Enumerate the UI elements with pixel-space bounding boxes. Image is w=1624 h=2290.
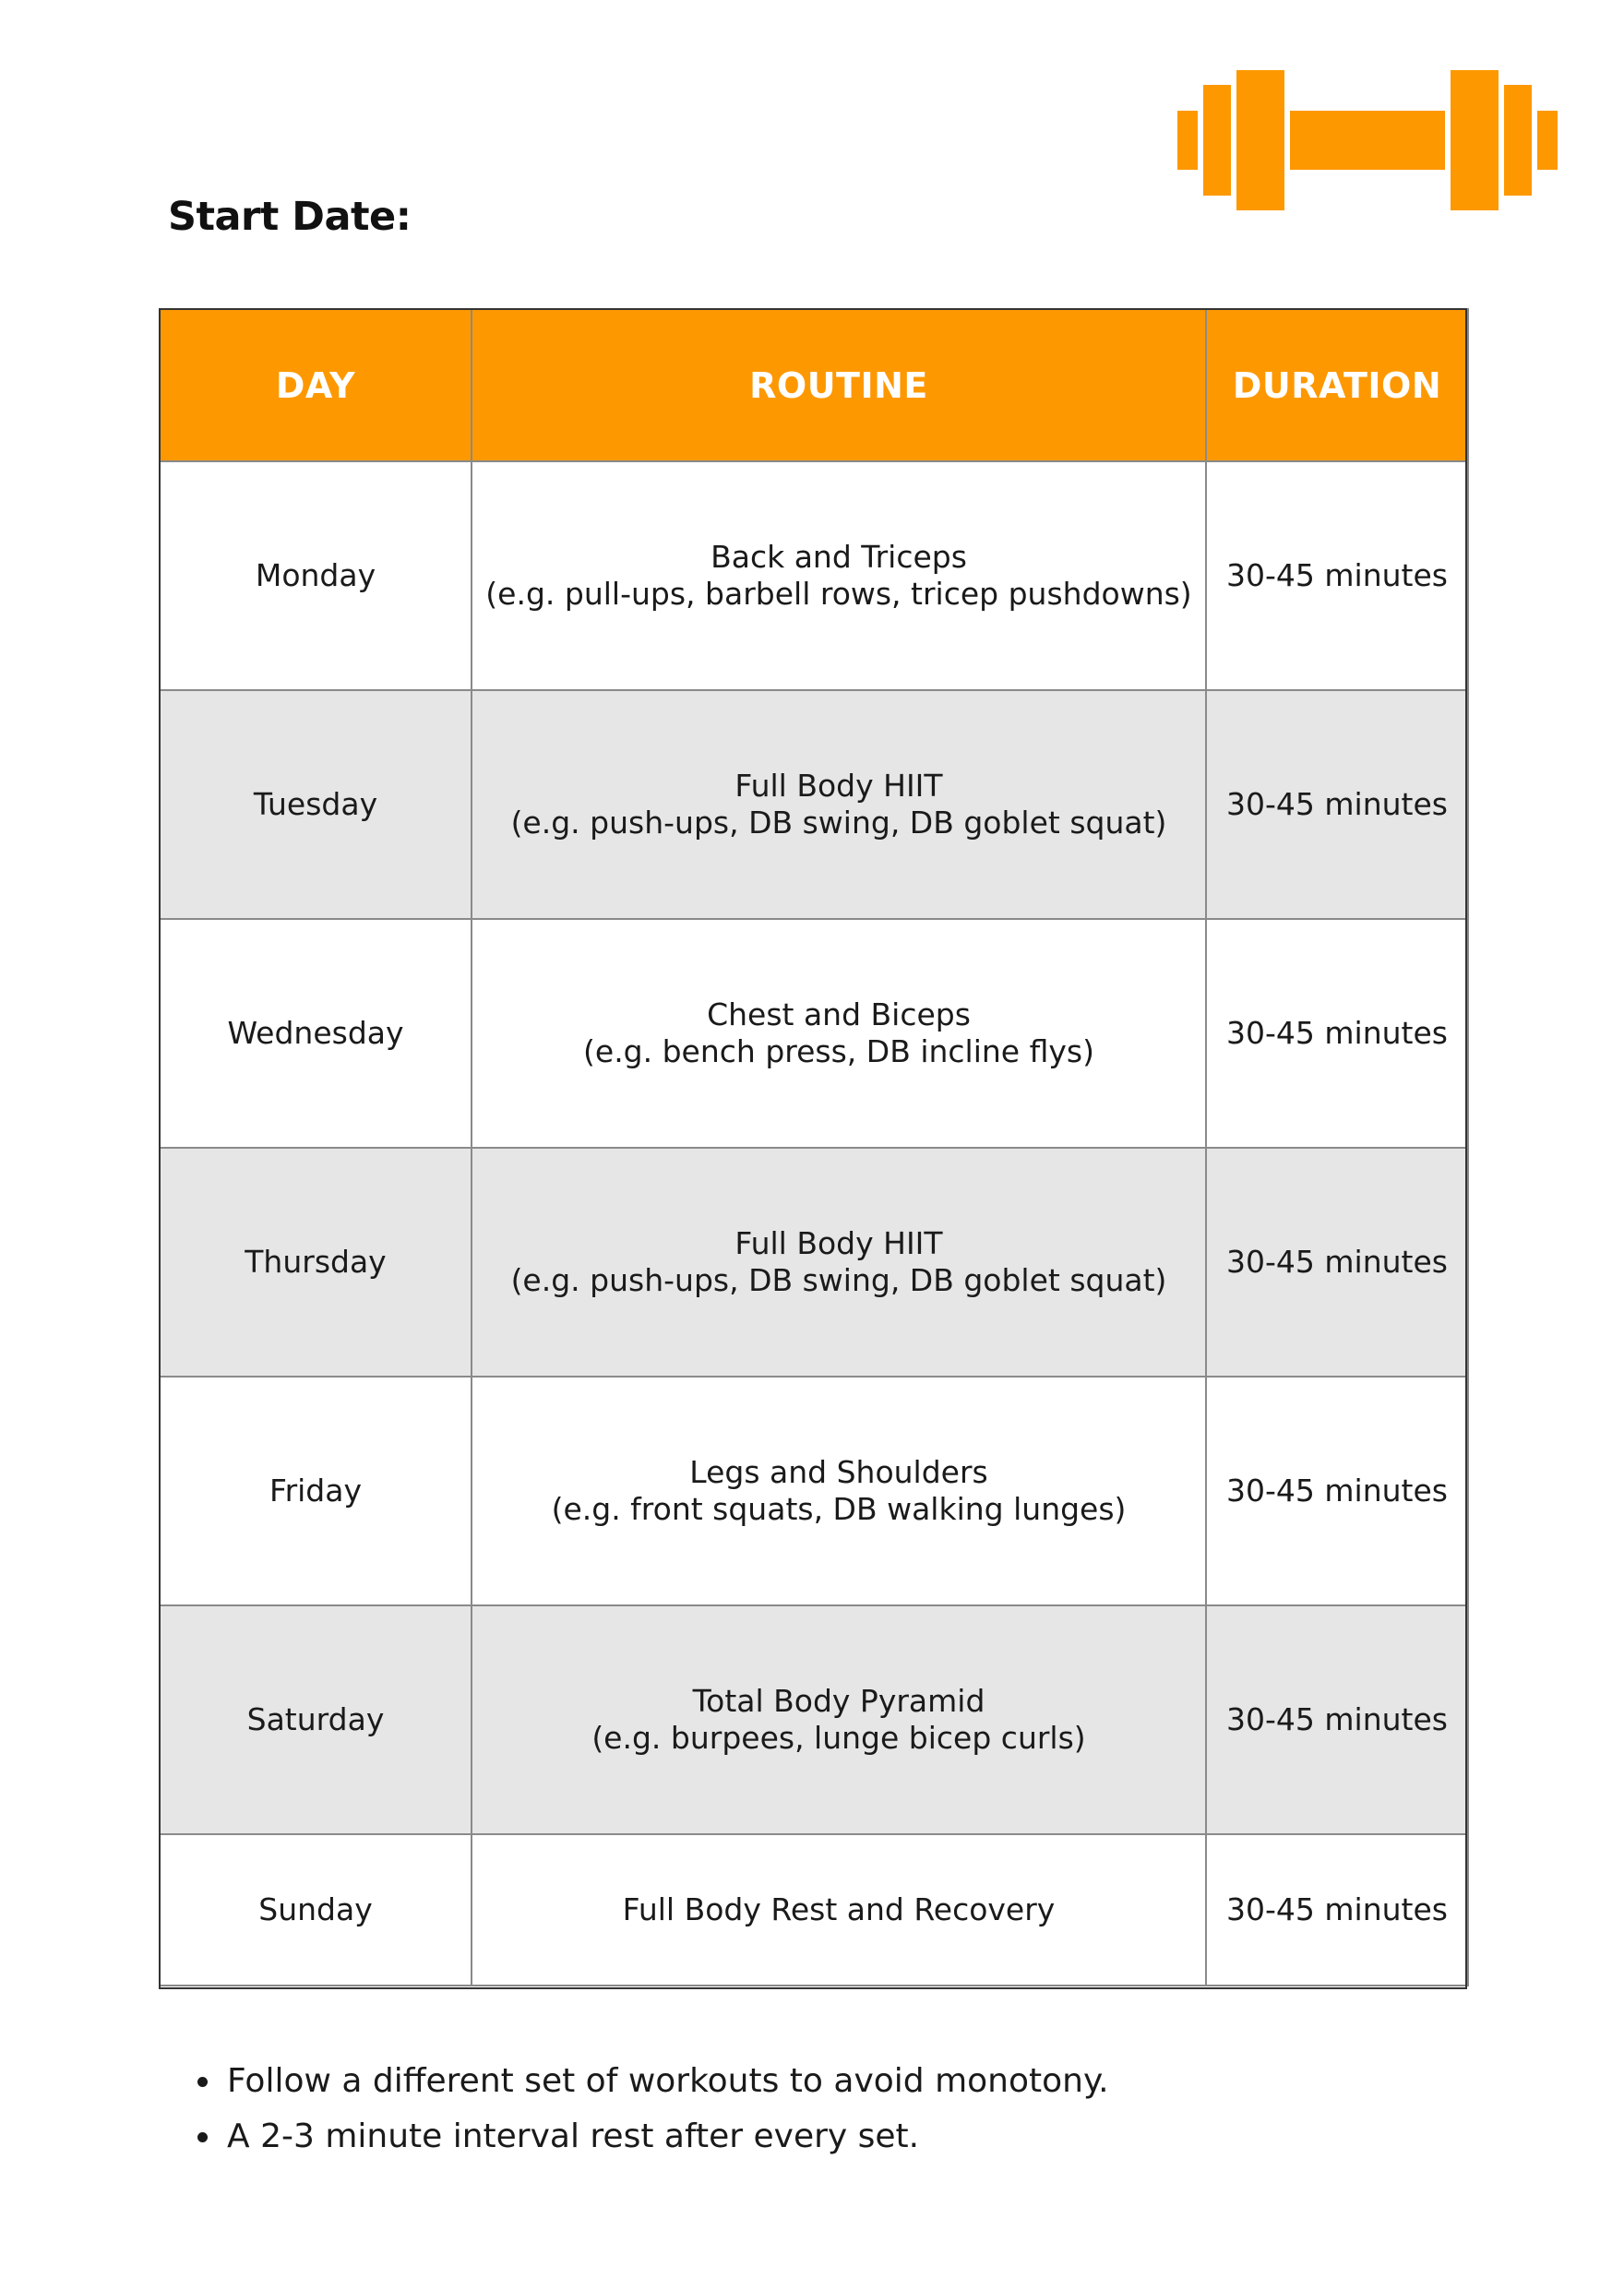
list-item: • Follow a different set of workouts to avoid monotony. (223, 2054, 1109, 2109)
day-cell: Tuesday (160, 690, 472, 919)
day-cell: Monday (160, 461, 472, 690)
table-header-row (160, 309, 1468, 461)
routine-detail: (e.g. pull-ups, barbell rows, tricep pushdowns) (485, 576, 1192, 612)
duration-cell: 30-45 minutes (1206, 1605, 1468, 1834)
day-cell: Sunday (160, 1834, 472, 1986)
list-item: • A 2-3 minute interval rest after every set. (223, 2109, 1109, 2165)
routine-cell (472, 461, 1206, 690)
table-row (160, 1377, 1468, 1605)
notes-list (181, 2054, 1109, 2165)
column-header-day: DAY (160, 309, 472, 461)
day-cell: Thursday (160, 1148, 472, 1377)
duration-cell: 30-45 minutes (1206, 1834, 1468, 1986)
table-row (160, 1834, 1468, 1986)
routine-detail: (e.g. burpees, lunge bicep curls) (591, 1720, 1086, 1756)
table-row (160, 1605, 1468, 1834)
duration-cell: 30-45 minutes (1206, 1148, 1468, 1377)
routine-cell (472, 1834, 1206, 1986)
day-cell: Friday (160, 1377, 472, 1605)
duration-cell: 30-45 minutes (1206, 690, 1468, 919)
routine-title: Full Body Rest and Recovery (622, 1891, 1056, 1927)
routine-title: Total Body Pyramid (692, 1683, 985, 1719)
routine-cell (472, 919, 1206, 1148)
day-cell: Saturday (160, 1605, 472, 1834)
table-row (160, 690, 1468, 919)
column-header-routine: ROUTINE (472, 309, 1206, 461)
duration-cell: 30-45 minutes (1206, 1377, 1468, 1605)
table-row (160, 919, 1468, 1148)
routine-detail: (e.g. bench press, DB incline flys) (583, 1033, 1094, 1069)
routine-detail: (e.g. push-ups, DB swing, DB goblet squat) (510, 805, 1167, 841)
duration-cell: 30-45 minutes (1206, 461, 1468, 690)
routine-cell (472, 690, 1206, 919)
start-date-label: Start Date: (168, 194, 412, 240)
routine-title: Chest and Biceps (707, 996, 971, 1032)
routine-cell (472, 1148, 1206, 1377)
table-row (160, 461, 1468, 690)
routine-title: Back and Triceps (710, 539, 967, 575)
routine-cell (472, 1605, 1206, 1834)
routine-cell (472, 1377, 1206, 1605)
day-cell: Wednesday (160, 919, 472, 1148)
workout-schedule-table (159, 308, 1469, 1986)
routine-title: Full Body HIIT (734, 1225, 943, 1261)
routine-detail: (e.g. push-ups, DB swing, DB goblet squat) (510, 1262, 1167, 1298)
dumbbell-icon (1177, 66, 1558, 214)
routine-detail: (e.g. front squats, DB walking lunges) (551, 1491, 1127, 1527)
table-row (160, 1148, 1468, 1377)
column-header-duration: DURATION (1206, 309, 1468, 461)
routine-title: Legs and Shoulders (689, 1454, 988, 1490)
duration-cell: 30-45 minutes (1206, 919, 1468, 1148)
routine-title: Full Body HIIT (734, 768, 943, 804)
